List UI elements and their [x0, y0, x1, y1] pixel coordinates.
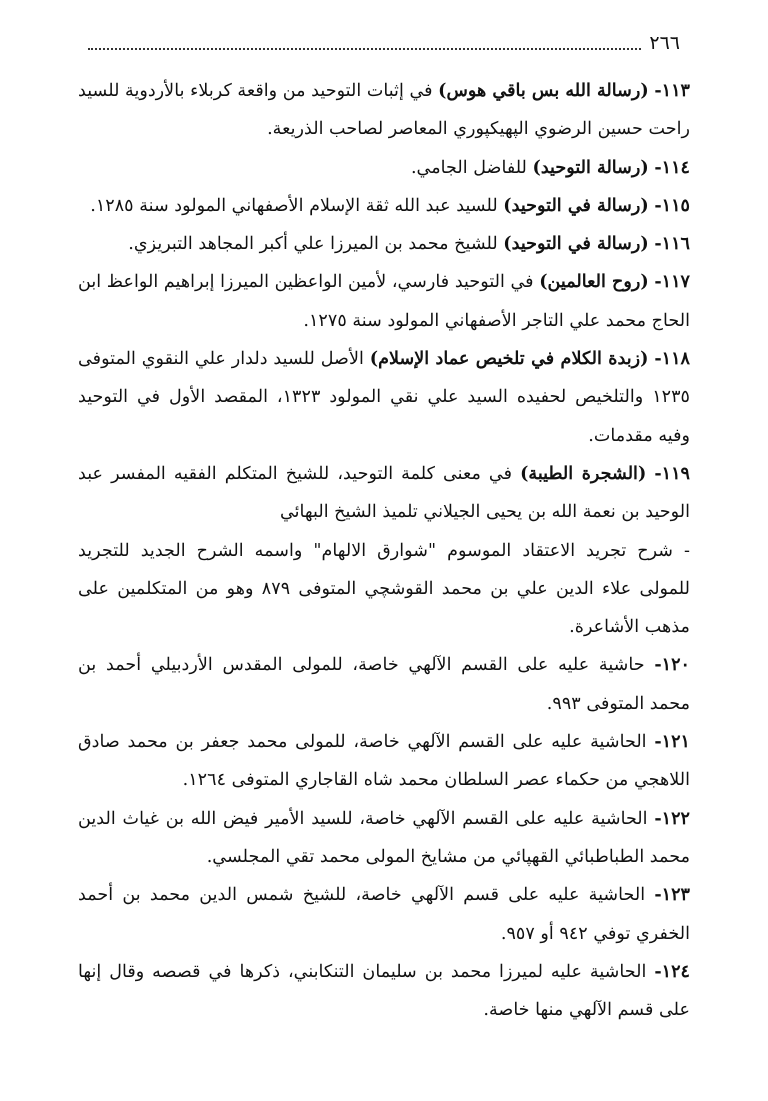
entry-text: - شرح تجريد الاعتقاد الموسوم "شوارق الالهام" واسمه الشرح الجديد للتجريد للمولى علاء الدين علي بن محمد القوشچي المتوفى ٨٧٩ وهو من المتكلمين على مذهب الأشاعرة.	[78, 540, 690, 638]
entry-title: (رسالة في التوحيد)	[503, 233, 649, 255]
entry-text: في التوحيد فارسي، لأمين الواعظين الميرزا إبراهيم الواعظ ابن الحاج محمد علي التاجر الأصفهاني المولود سنة ١٢٧٥.	[78, 272, 690, 331]
entry-text: الحاشية عليه لميرزا محمد بن سليمان التنكابني، ذكرها في قصصه وقال إنها على قسم الآلهي منها خاصة.	[78, 961, 690, 1021]
entry-title: (رسالة الله بس باقي هوس)	[438, 80, 649, 101]
entry-number: ١١٦-	[654, 233, 690, 255]
entry-sharh-tajrid	[78, 532, 690, 647]
entry-text: للسيد عبد الله ثقة الإسلام الأصفهاني المولود سنة ١٢٨٥.	[90, 195, 504, 216]
entry-title: (رسالة في التوحيد)	[503, 194, 649, 216]
entry-116	[78, 225, 690, 263]
entry-number: ١١٥-	[654, 194, 690, 216]
page-number: ٢٦٦	[649, 32, 680, 54]
entry-118	[78, 340, 690, 455]
entry-120	[78, 646, 690, 723]
page-body	[78, 72, 690, 1029]
entry-113	[78, 72, 690, 149]
entry-number: ١٢٢-	[654, 807, 690, 829]
entry-number: ١٢١-	[654, 731, 690, 753]
entry-121	[78, 723, 690, 800]
entry-text: في معنى كلمة التوحيد، للشيخ المتكلم الفقيه المفسر عبد الوحيد بن نعمة الله بن يحيى الجيلاني تلميذ الشيخ البهائي	[78, 463, 690, 523]
entry-117	[78, 263, 690, 340]
entry-title: (الشجرة الطيبة)	[520, 462, 647, 484]
entry-119	[78, 455, 690, 532]
entry-114	[78, 149, 690, 187]
entry-text: الحاشية عليه على قسم الآلهي خاصة، للشيخ شمس الدين محمد بن أحمد الخفري توفي ٩٤٢ أو ٩٥٧.	[78, 885, 690, 944]
entry-text: للشيخ محمد بن الميرزا علي أكبر المجاهد التبريزي.	[128, 234, 504, 255]
entry-124	[78, 953, 690, 1030]
entry-text: الأصل للسيد دلدار علي النقوي المتوفى ١٢٣٥ والتلخيص لحفيده السيد علي نقي المولود ١٣٢٣، المقصد الأول في التوحيد وفيه مقدمات.	[78, 349, 690, 446]
entry-122	[78, 800, 690, 877]
page-header	[88, 28, 680, 54]
entry-title: (رسالة التوحيد)	[532, 156, 649, 178]
entry-text: في إثبات التوحيد من واقعة كربلاء بالأردوية للسيد راحت حسين الرضوي الپهيكپوري المعاصر لصاحب الذريعة.	[78, 81, 690, 140]
entry-title: (زبدة الكلام في تلخيص عماد الإسلام)	[369, 348, 649, 370]
entry-text: حاشية عليه على القسم الآلهي خاصة، للمولى المقدس الأردبيلي أحمد بن محمد المتوفى ٩٩٣.	[78, 655, 690, 714]
entry-115	[78, 187, 690, 225]
entry-number: ١١٩-	[654, 462, 691, 484]
entry-text: الحاشية عليه على القسم الآلهي خاصة، للسيد الأمير فيض الله بن غياث الدين محمد الطباطبائي القهپائي من مشايخ المولى محمد تقي المجلسي.	[78, 808, 690, 867]
entry-number: ١٢٤-	[654, 960, 690, 982]
entry-title: (روح العالمين)	[539, 271, 649, 293]
entry-number: ١٢٠-	[654, 654, 690, 676]
entry-number: ١١٨-	[654, 348, 690, 370]
entry-123	[78, 876, 690, 953]
entry-number: ١١٤-	[654, 156, 690, 178]
entry-number: ١١٧-	[654, 271, 690, 293]
entry-text: الحاشية عليه على القسم الآلهي خاصة، للمولى محمد جعفر بن محمد صادق اللاهجي من حكماء عصر السلطان محمد شاه القاجاري المتوفى ١٢٦٤.	[78, 732, 690, 791]
header-dotted-rule	[88, 48, 641, 50]
entry-text: للفاضل الجامي.	[410, 157, 533, 178]
entry-number: ١٢٣-	[654, 884, 690, 906]
entry-number: ١١٣-	[654, 80, 690, 101]
